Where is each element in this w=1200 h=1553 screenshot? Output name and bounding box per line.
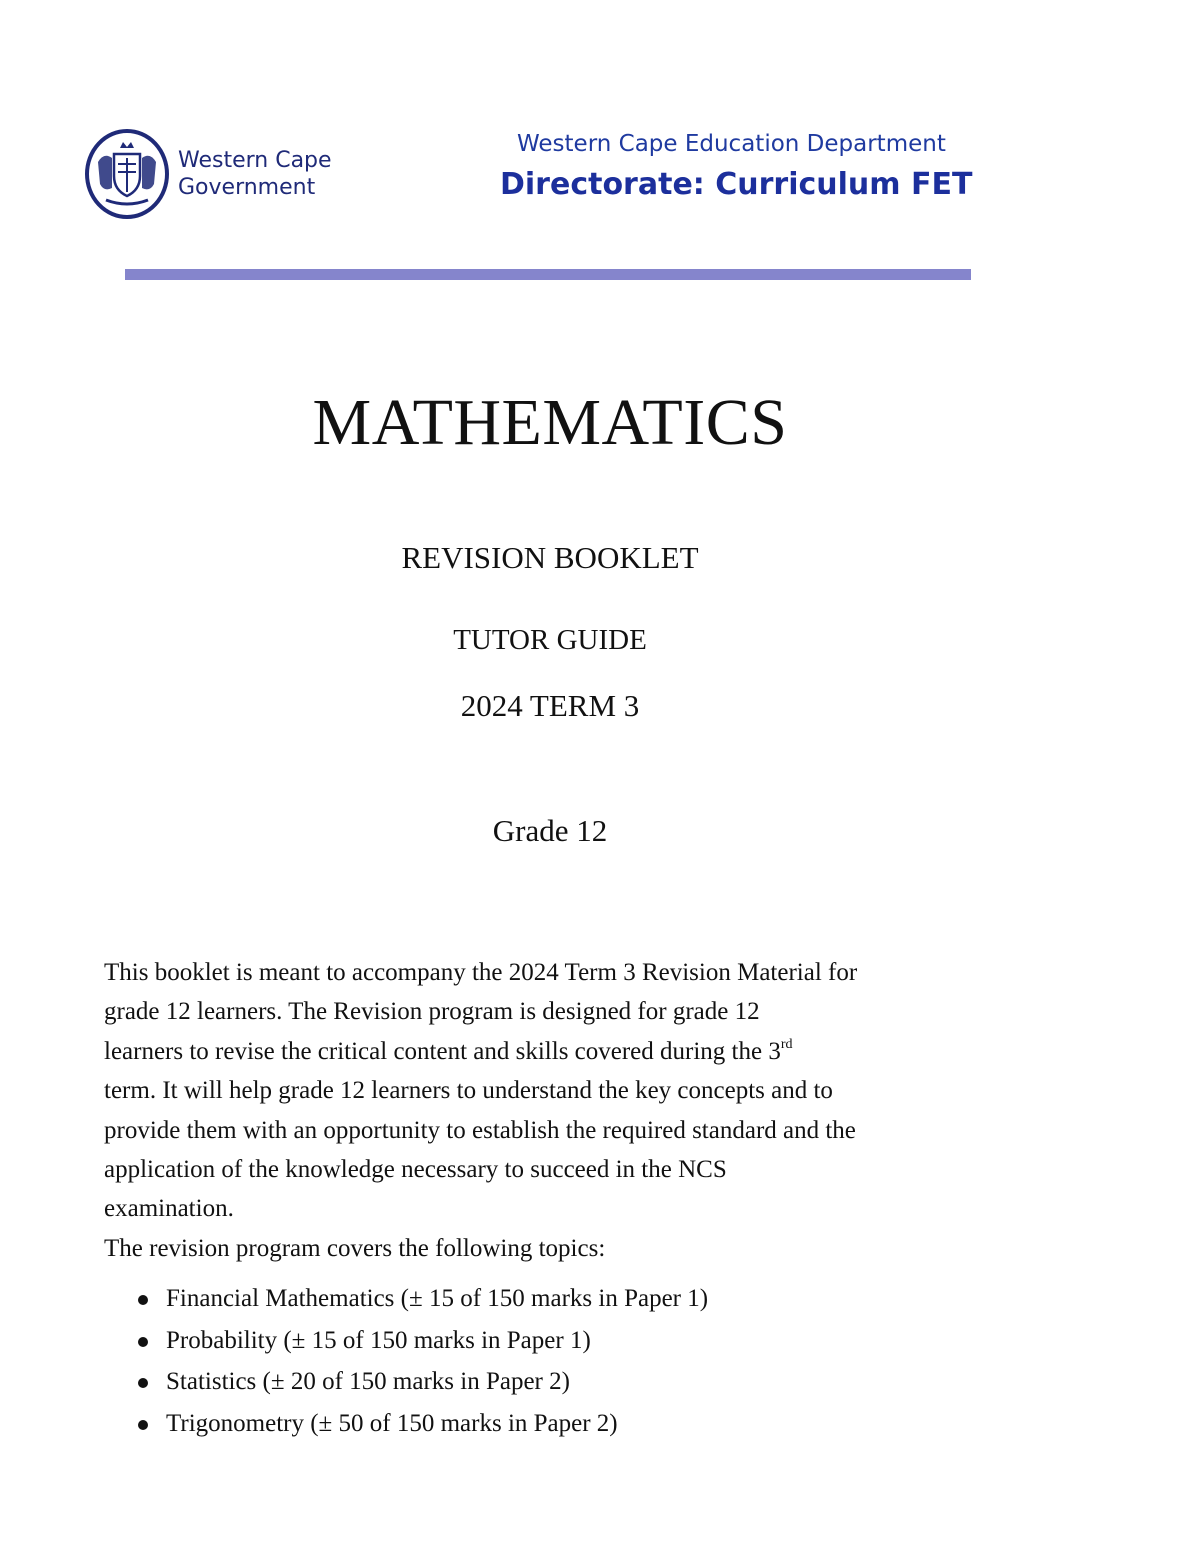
topic-text: Probability (± 15 of 150 marks in Paper 1): [166, 1326, 591, 1354]
bullet-icon: [138, 1337, 148, 1347]
bullet-icon: [138, 1378, 148, 1388]
list-item: [104, 1361, 1034, 1403]
list-item: [104, 1278, 1034, 1320]
logo-line-2: Government: [178, 175, 316, 200]
topic-text: Statistics (± 20 of 150 marks in Paper 2): [166, 1368, 570, 1396]
intro-line: grade 12 learners. The Revision program is designed for grade 12: [104, 998, 760, 1026]
list-item: [104, 1403, 1034, 1445]
term-label: 2024 TERM 3: [460, 688, 640, 723]
guide-label: TUTOR GUIDE: [453, 624, 647, 656]
intro-line-text: learners to revise the critical content and skills covered during the 3: [104, 1037, 781, 1065]
intro-line: provide them with an opportunity to establish the required standard and the: [104, 1116, 856, 1144]
department-header: [500, 128, 980, 206]
intro-line: This booklet is meant to accompany the 2024 Term 3 Revision Material for: [104, 959, 858, 986]
topics-list: [104, 1278, 1034, 1444]
intro-line: examination.: [104, 1195, 234, 1223]
logo-line-1: Western Cape: [178, 148, 332, 173]
department-name: Western Cape Education Department: [517, 131, 946, 157]
bullet-icon: [138, 1420, 148, 1430]
bullet-icon: [138, 1295, 148, 1305]
booklet-subtitle: REVISION BOOKLET: [401, 540, 699, 575]
topic-text: Financial Mathematics (± 15 of 150 marks in Paper 1): [166, 1285, 709, 1313]
topics-lead: The revision program covers the following topics:: [104, 1234, 606, 1262]
grade-label: Grade 12: [492, 813, 608, 848]
intro-line: [104, 1032, 1034, 1071]
intro-line: term. It will help grade 12 learners to understand the key concepts and to: [104, 1077, 833, 1105]
intro-line: application of the knowledge necessary to succeed in the NCS: [104, 1156, 727, 1184]
directorate-name: Directorate: Curriculum FET: [500, 167, 973, 202]
topic-text: Trigonometry (± 50 of 150 marks in Paper 2): [166, 1409, 618, 1437]
intro-section: [104, 953, 1034, 1444]
wcg-logo: [84, 128, 332, 220]
list-item: [104, 1320, 1034, 1362]
header-divider: [125, 269, 971, 280]
ordinal-suffix: rd: [780, 1036, 793, 1052]
coat-of-arms-icon: [84, 128, 170, 220]
page-title: MATHEMATICS: [312, 386, 788, 459]
logo-wordmark: [178, 147, 332, 201]
